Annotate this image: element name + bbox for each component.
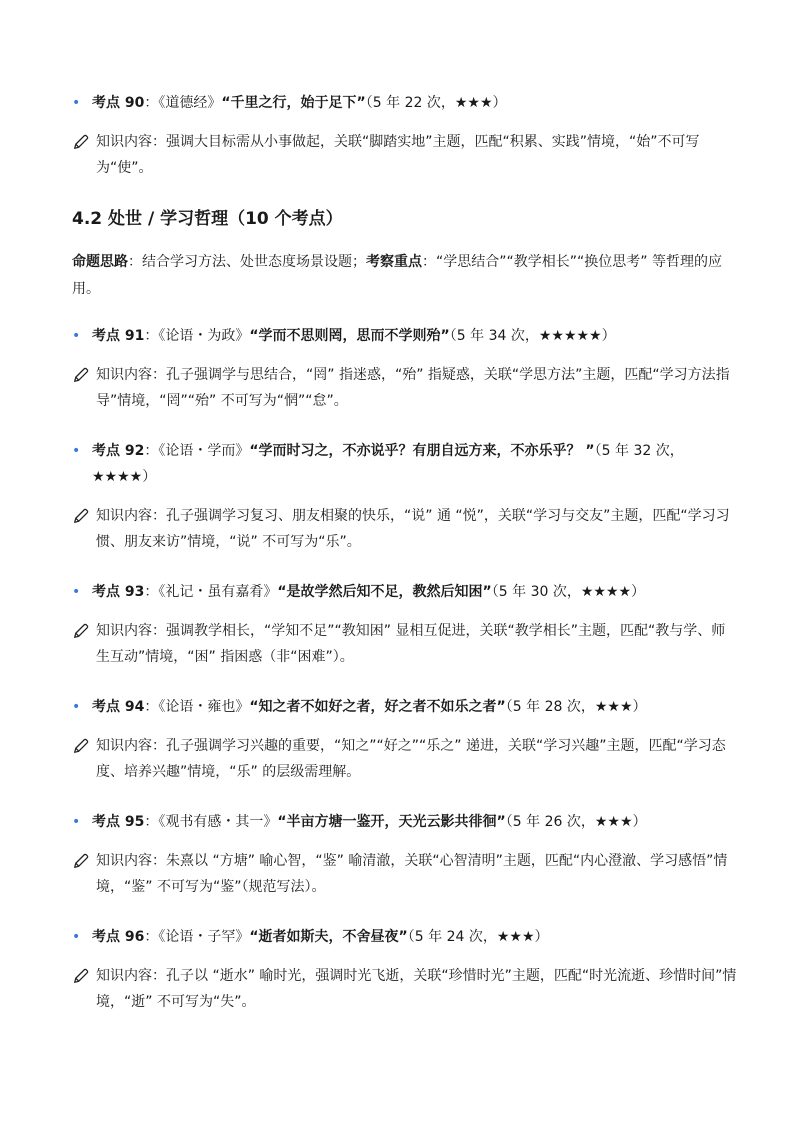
point-sep: ： [144,814,159,830]
point-sep: ： [144,699,159,715]
knowledge-content-text: 知识内容：强调大目标需从小事做起，关联“脚踏实地”主题，匹配“积累、实践”情境，“始”不可写为“使”。 [96,134,700,176]
point-quote: “逝者如斯夫，不舍昼夜” [249,929,408,945]
point-meta: （5 年 34 次，★★★★★） [449,328,616,344]
knowledge-content-90 [72,129,738,181]
intro-text-approach: ：结合学习方法、处世态度场景设题； [128,254,366,270]
pencil-icon [72,366,90,384]
point-source: 《论语・雍也》 [158,699,250,715]
point-quote: “知之者不如好之者，好之者不如乐之者” [249,699,506,715]
bullet-dot-icon: • [72,443,81,459]
bullet-dot-icon: • [72,699,81,715]
point-label: 考点 96 [92,929,145,945]
knowledge-point-94 [72,694,738,720]
point-quote: “学而不思则罔，思而不学则殆” [249,328,450,344]
knowledge-content-96 [72,963,738,1015]
pencil-icon [72,967,90,985]
knowledge-content-91 [72,362,738,414]
knowledge-point-92 [72,438,738,490]
bullet-dot-icon: • [72,814,81,830]
knowledge-content-text: 知识内容：孔子强调学习兴趣的重要，“知之”“好之”“乐之” 递进，关联“学习兴趣”主题，匹配“学习态度、培养兴趣”情境，“乐” 的层级需理解。 [96,738,726,780]
point-sep: ： [144,584,159,600]
point-source: 《观书有感・其一》 [158,814,278,830]
knowledge-content-text: 知识内容：孔子强调学与思结合，“罔” 指迷惑，“殆” 指疑惑，关联“学思方法”主题，匹配“学习方法指导”情境，“罔”“殆” 不可写为“惘”“怠”。 [96,367,730,409]
knowledge-content-92 [72,503,738,555]
bullet-dot-icon: • [72,584,81,600]
knowledge-content-93 [72,618,738,670]
point-quote: “学而时习之，不亦说乎？有朋自远方来，不亦乐乎？ ” [249,443,595,459]
intro-label-approach: 命题思路 [72,254,128,270]
point-label: 考点 95 [92,814,145,830]
pencil-icon [72,133,90,151]
point-sep: ： [144,328,159,344]
point-sep: ： [144,929,159,945]
point-quote: “是故学然后知不足，教然后知困” [277,584,492,600]
point-meta: （5 年 26 次，★★★） [505,814,647,830]
knowledge-content-text: 知识内容：孔子以 “逝水” 喻时光，强调时光飞逝，关联“珍惜时光”主题，匹配“时光流逝、珍惜时间”情境，“逝” 不可写为“失”。 [96,968,737,1010]
point-source: 《论语・为政》 [158,328,250,344]
pencil-icon [72,507,90,525]
point-meta: （5 年 22 次，★★★） [365,95,507,111]
pencil-icon [72,737,90,755]
point-sep: ： [144,95,159,111]
point-label: 考点 94 [92,699,145,715]
point-sep: ： [144,443,159,459]
knowledge-point-95 [72,809,738,835]
knowledge-point-91 [72,323,738,349]
point-source: 《道德经》 [158,95,222,111]
knowledge-point-90 [72,90,738,116]
knowledge-point-93 [72,579,738,605]
section-title: 4.2 处世 / 学习哲理（10 个考点） [72,209,343,229]
intro-label-focus: 考察重点 [366,254,422,270]
knowledge-content-94 [72,733,738,785]
knowledge-content-text: 知识内容：朱熹以 “方塘” 喻心智，“鉴” 喻清澈，关联“心智清明”主题，匹配“内心澄澈、学习感悟”情境，“鉴” 不可写为“鉴”（规范写法）。 [96,853,728,895]
point-source: 《论语・子罕》 [158,929,250,945]
pencil-icon [72,852,90,870]
bullet-dot-icon: • [72,328,81,344]
bullet-dot-icon: • [72,95,81,111]
knowledge-point-96 [72,924,738,950]
point-source: 《礼记・虽有嘉肴》 [158,584,278,600]
point-source: 《论语・学而》 [158,443,250,459]
point-meta: （5 年 24 次，★★★） [407,929,549,945]
point-meta: （5 年 30 次，★★★★） [491,584,646,600]
knowledge-content-text: 知识内容：强调教学相长，“学知不足”“教知困” 显相互促进，关联“教学相长”主题，匹配“教与学、师生互动”情境，“困” 指困惑（非“困难”）。 [96,623,726,665]
knowledge-content-text: 知识内容：孔子强调学习复习、朋友相聚的快乐，“说” 通 “悦”，关联“学习与交友”主题，匹配“学习习惯、朋友来访”情境，“说” 不可写为“乐”。 [96,508,730,550]
section-intro [72,249,738,303]
point-quote: “千里之行，始于足下” [221,95,366,111]
point-label: 考点 93 [92,584,145,600]
point-label: 考点 92 [92,443,145,459]
knowledge-content-95 [72,848,738,900]
point-quote: “半亩方塘一鉴开，天光云影共徘徊” [277,814,506,830]
intro-text-focus: ：“学思结合”“教学相长”“换位思考” 等哲理的应用。 [72,254,722,297]
point-label: 考点 90 [92,95,145,111]
point-meta: （5 年 28 次，★★★） [505,699,647,715]
point-label: 考点 91 [92,328,145,344]
point-meta: （5 年 32 次，★★★★） [92,443,684,485]
bullet-dot-icon: • [72,929,81,945]
pencil-icon [72,622,90,640]
